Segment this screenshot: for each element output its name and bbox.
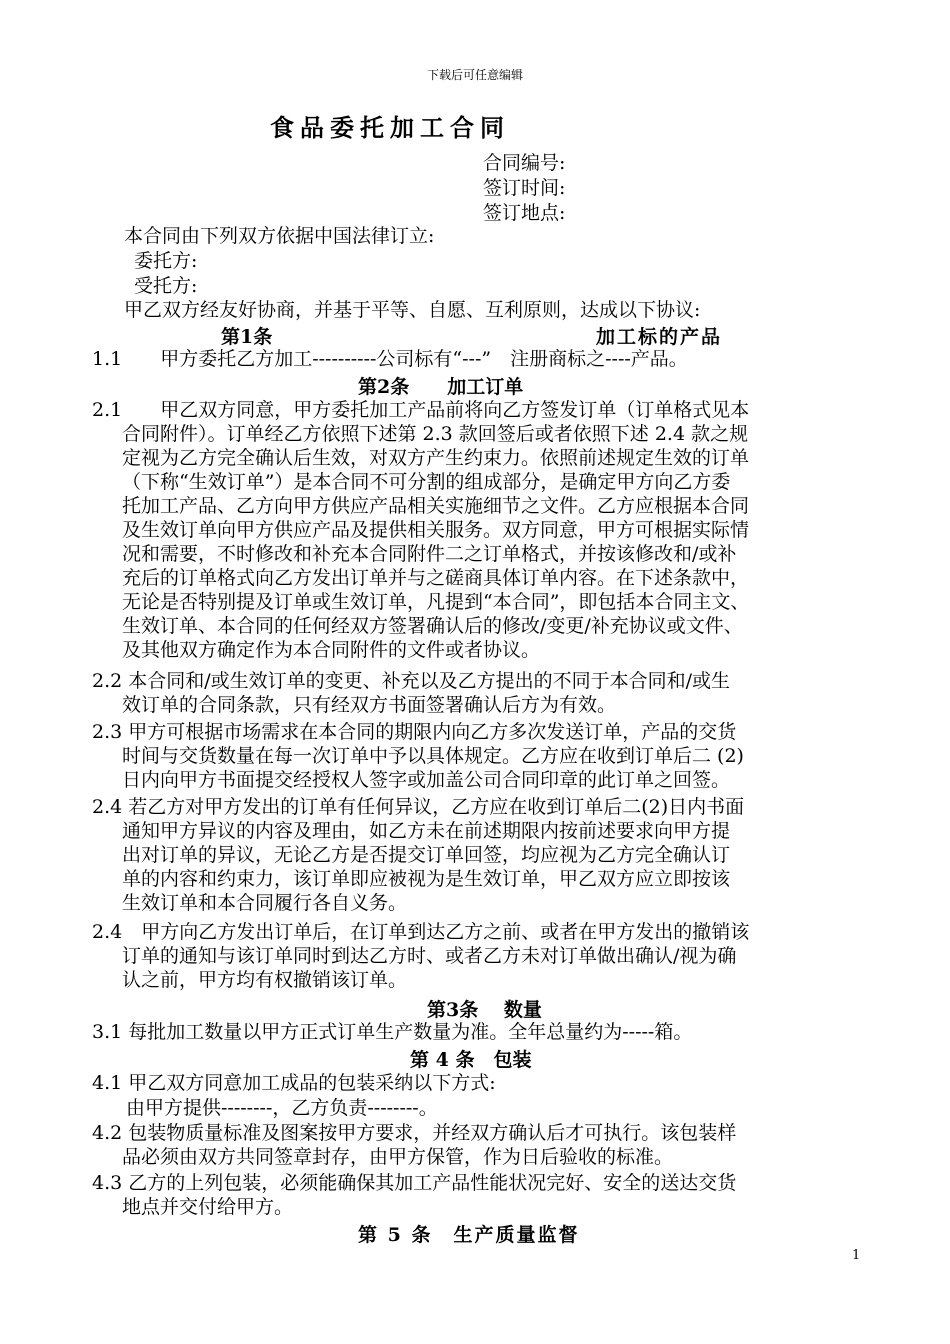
article-2-heading: 第2条 加工订单 bbox=[358, 376, 524, 398]
clause-2-1-line: 及生效订单向甲方供应产品及提供相关服务。双方同意，甲方可根据实际情 bbox=[122, 519, 750, 541]
clause-2-4 bbox=[92, 795, 744, 915]
contract-number-label: 合同编号: bbox=[483, 152, 566, 174]
article-4-heading: 第 4 条 包装 bbox=[410, 1049, 532, 1071]
entrusted-party-label: 受托方: bbox=[134, 275, 198, 297]
clause-2-3-line: 2.3 甲方可根据市场需求在本合同的期限内向乙方多次发送订单，产品的交货 bbox=[92, 721, 737, 743]
article-1-number: 第1条 bbox=[221, 326, 273, 348]
document-title: 食品委托加工合同 bbox=[270, 113, 510, 142]
clause-2-3 bbox=[92, 720, 744, 792]
clause-2-1-line: 无论是否特别提及订单或生效订单，凡提到“本合同”，即包括本合同主文、 bbox=[122, 591, 750, 613]
clause-2-2-line: 效订单的合同条款，只有经双方书面签署确认后方为有效。 bbox=[122, 694, 617, 716]
clause-2-4b-line: 认之前，甲方均有权撤销该订单。 bbox=[122, 969, 408, 991]
clause-2-1-line: 托加工产品、乙方向甲方供应产品相关实施细节之文件。乙方应根据本合同 bbox=[122, 495, 750, 517]
clause-2-3-line: 日内向甲方书面提交经授权人签字或加盖公司合同印章的此订单之回签。 bbox=[122, 769, 731, 791]
sign-place-label: 签订地点: bbox=[483, 202, 566, 224]
clause-2-4-line: 生效订单和本合同履行各自义务。 bbox=[122, 892, 408, 914]
clause-2-2-line: 2.2 本合同和/或生效订单的变更、补充以及乙方提出的不同于本合同和/或生 bbox=[92, 670, 731, 692]
clause-2-1-line: 及其他双方确定作为本合同附件的文件或者协议。 bbox=[122, 639, 541, 661]
clause-4-1-detail: 由甲方提供--------，乙方负责--------。 bbox=[126, 1097, 438, 1119]
clause-2-1-line: 况和需要，不时修改和补充本合同附件二之订单格式，并按该修改和/或补 bbox=[122, 543, 737, 565]
clause-2-1-line: 2.1 甲乙双方同意，甲方委托加工产品前将向乙方签发订单（订单格式见本 bbox=[92, 399, 750, 421]
entrusting-party-label: 委托方: bbox=[134, 250, 198, 272]
page-number: 1 bbox=[852, 1248, 861, 1263]
sign-time-label: 签订时间: bbox=[483, 177, 566, 199]
clause-4-2 bbox=[92, 1121, 736, 1169]
clause-2-4b-line: 2.4 甲方向乙方发出订单后，在订单到达乙方之前、或者在甲方发出的撤销该 bbox=[92, 921, 750, 943]
clause-4-2-line: 品必须由双方共同签章封存，由甲方保管，作为日后验收的标准。 bbox=[122, 1146, 674, 1168]
clause-2-1 bbox=[92, 398, 749, 662]
clause-2-4b bbox=[92, 920, 749, 992]
agreement-line: 甲乙双方经友好协商，并基于平等、自愿、互利原则，达成以下协议: bbox=[124, 299, 701, 321]
clause-2-1-line: 充后的订单格式向乙方发出订单并与之磋商具体订单内容。在下述条款中， bbox=[122, 567, 750, 589]
article-3-heading: 第3条 数量 bbox=[427, 999, 542, 1021]
clause-2-4b-line: 订单的通知与该订单同时到达乙方时、或者乙方未对订单做出确认/视为确 bbox=[122, 945, 737, 967]
clause-2-4-line: 2.4 若乙方对甲方发出的订单有任何异议，乙方应在收到订单后二(2)日内书面 bbox=[92, 796, 745, 818]
clause-2-3-line: 时间与交货数量在每一次订单中予以具体规定。乙方应在收到订单后二 (2) bbox=[122, 745, 744, 767]
intro-line: 本合同由下列双方依据中国法律订立: bbox=[124, 225, 435, 247]
clause-2-4-line: 单的内容和约束力，该订单即应被视为是生效订单，甲乙双方应立即按该 bbox=[122, 868, 731, 890]
clause-2-1-line: （下称“生效订单”）是本合同不可分割的组成部分，是确定甲方向乙方委 bbox=[122, 471, 731, 493]
article-1-title: 加工标的产品 bbox=[596, 326, 723, 348]
clause-4-3-line: 4.3 乙方的上列包装，必须能确保其加工产品性能状况完好、安全的送达交货 bbox=[92, 1172, 737, 1194]
clause-4-3 bbox=[92, 1171, 736, 1219]
article-5-heading: 第 5 条 生产质量监督 bbox=[358, 1224, 580, 1246]
clause-2-4-line: 出对订单的异议，无论乙方是否提交订单回签，均应视为乙方完全确认订 bbox=[122, 844, 731, 866]
clause-4-1: 4.1 甲乙双方同意加工成品的包装采纳以下方式: bbox=[92, 1072, 496, 1094]
clause-2-4-line: 通知甲方异议的内容及理由，如乙方未在前述期限内按前述要求向甲方提 bbox=[122, 820, 731, 842]
clause-2-1-line: 定视为乙方完全确认后生效，对双方产生约束力。依照前述规定生效的订单 bbox=[122, 447, 750, 469]
clause-3-1: 3.1 每批加工数量以甲方正式订单生产数量为准。全年总量约为-----箱。 bbox=[92, 1021, 693, 1043]
clause-2-2 bbox=[92, 669, 730, 717]
clause-2-1-line: 生效订单、本合同的任何经双方签署确认后的修改/变更/补充协议或文件、 bbox=[122, 615, 743, 637]
clause-2-1-line: 合同附件）。订单经乙方依照下述第 2.3 款回签后或者依照下述 2.4 款之规 bbox=[122, 423, 749, 445]
clause-1-1: 1.1 甲方委托乙方加工----------公司标有“---” 注册商标之----产品。 bbox=[92, 348, 688, 370]
clause-4-2-line: 4.2 包装物质量标准及图案按甲方要求，并经双方确认后才可执行。该包装样 bbox=[92, 1122, 737, 1144]
page-header: 下载后可任意编辑 bbox=[426, 68, 523, 82]
clause-4-3-line: 地点并交付给甲方。 bbox=[122, 1196, 294, 1218]
